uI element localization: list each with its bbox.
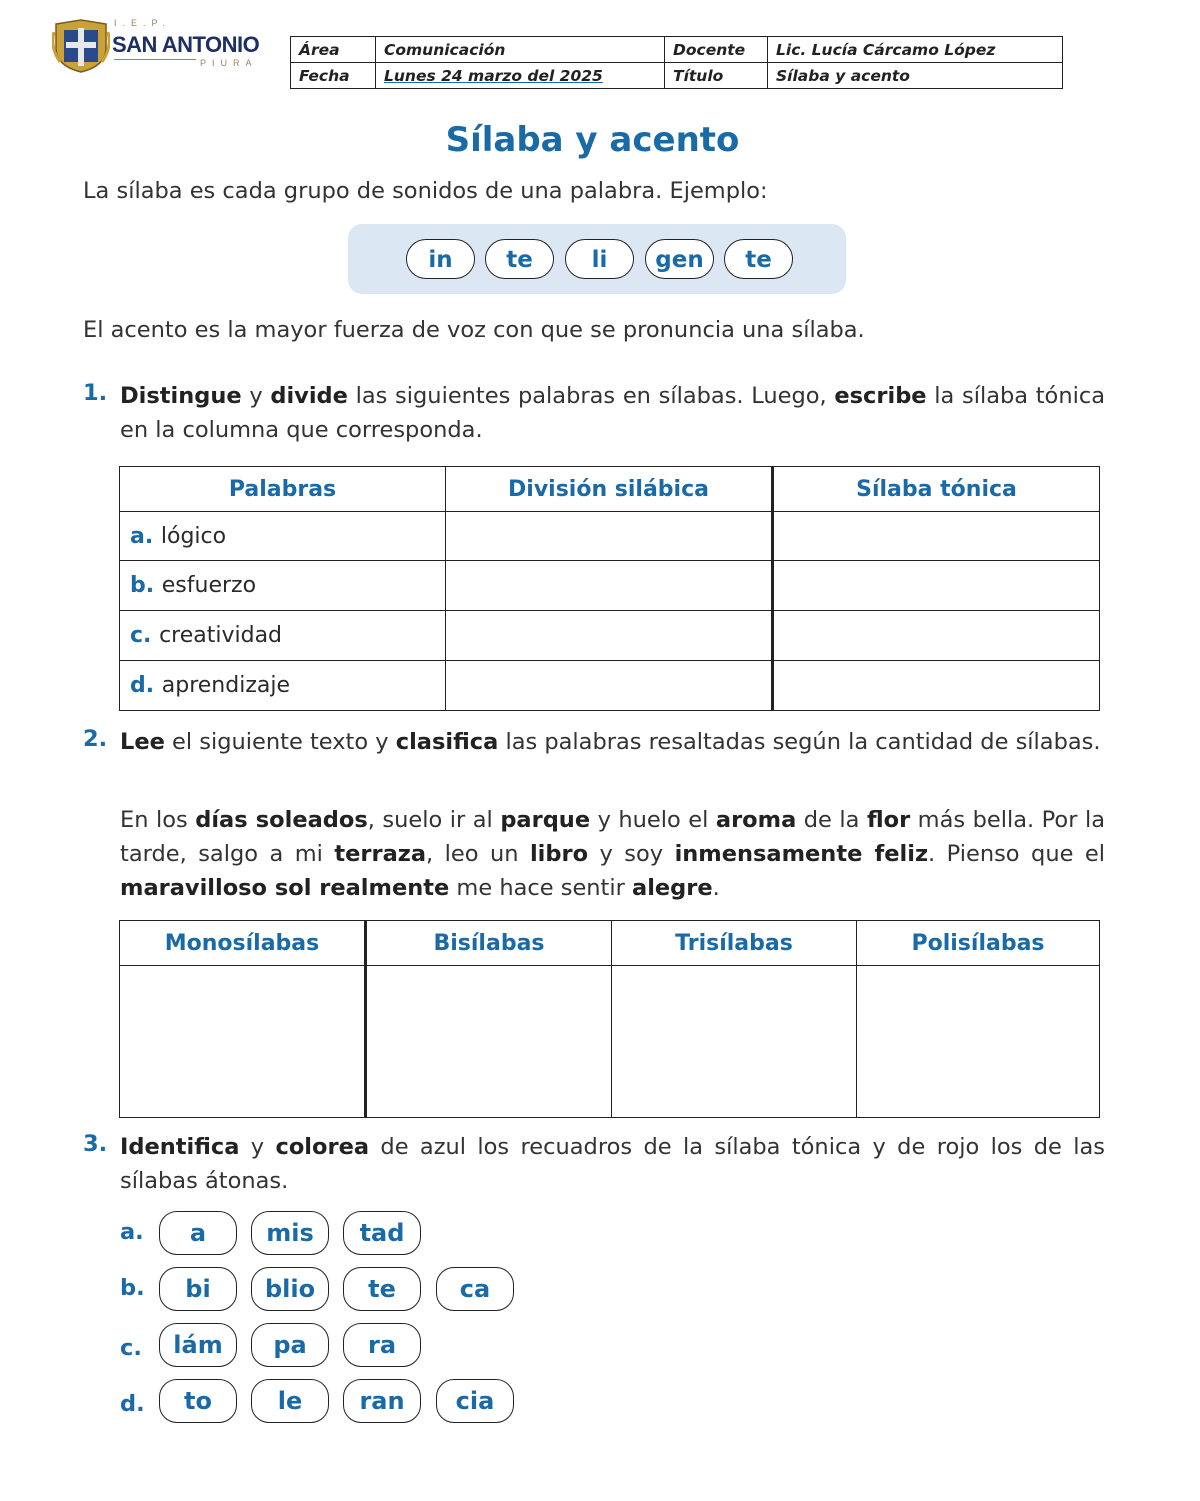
word-cell [120, 512, 446, 561]
passage-segment: maravilloso sol realmente [120, 875, 450, 901]
col-header-bisilabas: Bisílabas [366, 921, 612, 966]
division-answer-cell[interactable] [446, 512, 773, 561]
logo-prefix: I.E.P. [114, 18, 171, 28]
table-row [120, 661, 1100, 711]
passage-segment: días soleados [195, 807, 368, 833]
example-syllable-pill: te [485, 239, 554, 279]
col-header-tonica: Sílaba tónica [773, 467, 1100, 512]
titulo-label: Título [665, 63, 768, 89]
passage-segment: más bella. Por la tarde, salgo a mi [120, 807, 1105, 867]
example-syllable-pill: li [565, 239, 634, 279]
syllable-box[interactable]: te [343, 1267, 421, 1311]
crest-icon [52, 18, 110, 74]
passage-segment: . [712, 875, 720, 901]
intro-text: La sílaba es cada grupo de sonidos de una palabra. Ejemplo: [83, 178, 768, 204]
accent-definition: El acento es la mayor fuerza de voz con que se pronuncia una sílaba. [83, 317, 865, 343]
q2-segment: Lee [120, 729, 165, 755]
school-logo [52, 18, 267, 74]
q3-segment: Identifica [120, 1134, 240, 1160]
q1-segment: y [241, 383, 271, 409]
division-answer-cell[interactable] [446, 611, 773, 661]
q1-instruction [120, 379, 1105, 447]
syllable-box[interactable]: cia [436, 1379, 514, 1423]
q2-instruction [120, 725, 1105, 759]
example-syllable-pill: in [406, 239, 475, 279]
syllable-box[interactable]: mis [251, 1211, 329, 1255]
word-cell [120, 561, 446, 611]
fecha-label: Fecha [291, 63, 376, 89]
division-answer-cell[interactable] [446, 561, 773, 611]
syllable-box[interactable]: a [159, 1211, 237, 1255]
answer-cell-polisilabas[interactable] [857, 966, 1100, 1118]
col-header-division: División silábica [446, 467, 773, 512]
tonic-answer-cell[interactable] [773, 512, 1100, 561]
answer-cell-bisilabas[interactable] [366, 966, 612, 1118]
row-letter: b. [130, 573, 162, 598]
area-value: Comunicación [376, 37, 665, 63]
fecha-text: Lunes 24 marzo del 2025 [384, 66, 603, 85]
titulo-value: Sílaba y acento [768, 63, 1063, 89]
table-row [120, 561, 1100, 611]
area-label: Área [291, 37, 376, 63]
row-letter: d. [130, 673, 162, 698]
q1-segment: Distingue [120, 383, 242, 409]
answer-cell-trisilabas[interactable] [612, 966, 857, 1118]
q3-item-letter: d. [120, 1391, 145, 1417]
passage-segment: me hace sentir [449, 875, 633, 901]
row-letter: a. [130, 523, 161, 549]
tonic-answer-cell[interactable] [773, 661, 1100, 711]
q1-number: 1. [83, 380, 108, 406]
classify-table [119, 920, 1100, 1118]
passage-segment: de la [796, 807, 867, 833]
passage-segment: inmensamente feliz [674, 841, 929, 867]
example-syllable-pill: te [724, 239, 793, 279]
tonic-answer-cell[interactable] [773, 611, 1100, 661]
q1-segment: escribe [834, 383, 927, 409]
header-table [290, 36, 1063, 89]
example-syllable-pill: gen [645, 239, 714, 279]
table-row [120, 512, 1100, 561]
passage-segment: . Pienso que el [928, 841, 1105, 867]
syllable-box[interactable]: lám [159, 1323, 237, 1367]
logo-city: PIURA [200, 58, 258, 68]
logo-name: SAN ANTONIO [112, 32, 260, 57]
table-row [120, 611, 1100, 661]
passage-segment: alegre [632, 875, 713, 901]
docente-label: Docente [665, 37, 768, 63]
word-cell [120, 661, 446, 711]
syllable-box[interactable]: ca [436, 1267, 514, 1311]
q3-item-letter: b. [120, 1275, 145, 1301]
q2-passage [120, 803, 1105, 905]
col-header-polisilabas: Polisílabas [857, 921, 1100, 966]
q2-number: 2. [83, 726, 108, 752]
syllable-table [119, 466, 1100, 711]
q2-segment: el siguiente texto y [164, 729, 396, 755]
syllable-box[interactable]: ran [343, 1379, 421, 1423]
docente-value: Lic. Lucía Cárcamo López [768, 37, 1063, 63]
syllable-box[interactable]: bi [159, 1267, 237, 1311]
q3-number: 3. [83, 1131, 108, 1157]
passage-segment: flor [866, 807, 911, 833]
row-word: creatividad [159, 623, 283, 648]
syllable-box[interactable]: le [251, 1379, 329, 1423]
page-title: Sílaba y acento [445, 120, 740, 160]
q3-item-letter: c. [120, 1335, 142, 1361]
q3-segment: de azul los recuadros de la sílaba tónica y de rojo los de las sílabas átonas. [120, 1134, 1106, 1194]
logo-rule [114, 59, 196, 60]
row-word: aprendizaje [161, 673, 291, 698]
syllable-box[interactable]: blio [251, 1267, 329, 1311]
passage-segment: y huelo el [590, 807, 716, 833]
q1-segment: divide [270, 383, 348, 409]
q2-segment: clasifica [395, 729, 499, 755]
row-letter: c. [130, 623, 160, 648]
passage-segment: , leo un [426, 841, 530, 867]
passage-segment: terraza [334, 841, 427, 867]
q3-segment: colorea [275, 1134, 370, 1160]
passage-segment: y soy [588, 841, 675, 867]
passage-segment: libro [529, 841, 589, 867]
q3-instruction [120, 1130, 1105, 1198]
syllable-box[interactable]: to [159, 1379, 237, 1423]
q1-segment: las siguientes palabras en sílabas. Luego, [347, 383, 835, 409]
word-cell [120, 611, 446, 661]
tonic-answer-cell[interactable] [773, 561, 1100, 611]
q3-segment: y [239, 1134, 276, 1160]
row-word: esfuerzo [161, 573, 257, 598]
col-header-monosilabas: Monosílabas [120, 921, 366, 966]
passage-segment: En los [120, 807, 196, 833]
passage-segment: aroma [715, 807, 797, 833]
q1-segment: la sílaba tónica en la columna que corresponda. [120, 383, 1105, 443]
passage-segment: parque [500, 807, 591, 833]
answer-cell-monosilabas[interactable] [120, 966, 366, 1118]
fecha-value [376, 63, 665, 89]
q3-item-letter: a. [120, 1219, 144, 1245]
row-word: lógico [160, 523, 227, 549]
syllable-box[interactable]: tad [343, 1211, 421, 1255]
col-header-trisilabas: Trisílabas [612, 921, 857, 966]
division-answer-cell[interactable] [446, 661, 773, 711]
col-header-palabras: Palabras [120, 467, 446, 512]
passage-segment: , suelo ir al [367, 807, 501, 833]
syllable-box[interactable]: ra [343, 1323, 421, 1367]
q2-segment: las palabras resaltadas según la cantidad de sílabas. [498, 729, 1101, 755]
syllable-box[interactable]: pa [251, 1323, 329, 1367]
